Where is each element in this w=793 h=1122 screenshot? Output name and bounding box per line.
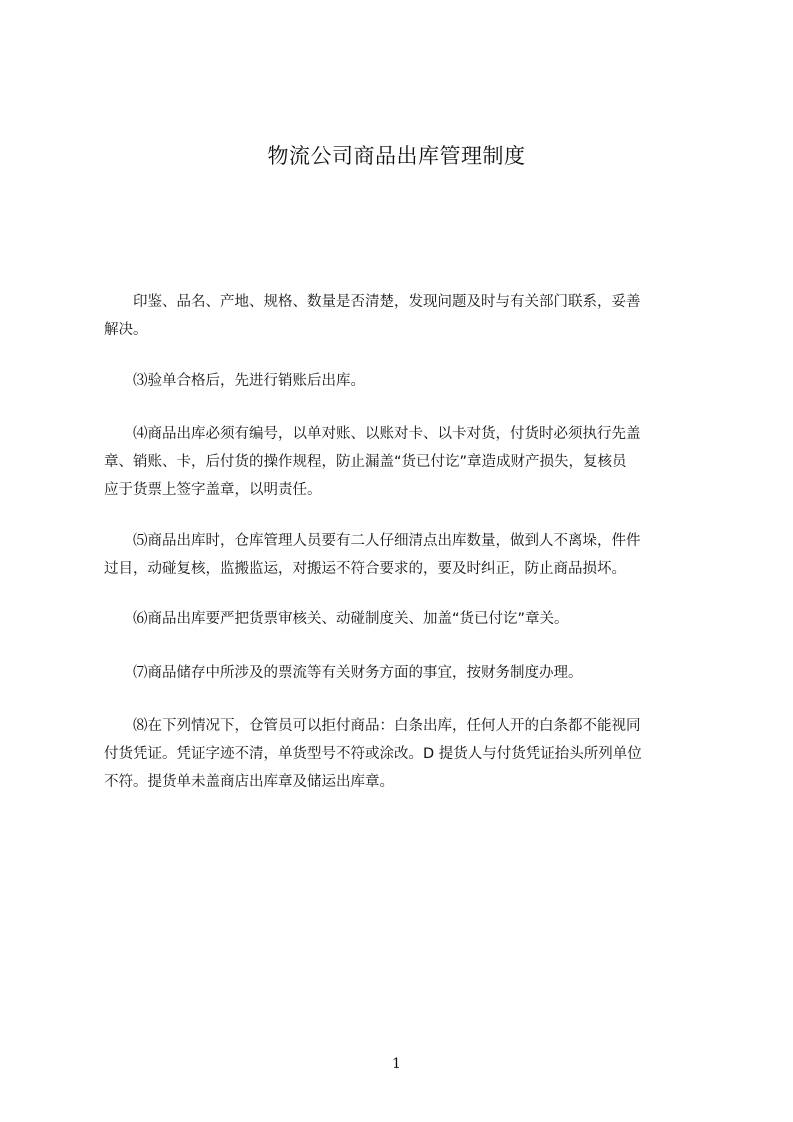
paragraph-3 (104, 420, 694, 504)
paragraph-line: 应于货票上签字盖章，以明责任。 (104, 482, 322, 498)
paragraph-1 (104, 288, 694, 344)
paragraph-line: ⑻在下列情况下，仓管员可以拒付商品：白条出库，任何人开的白条都不能视同 (104, 718, 641, 734)
document-title: 物流公司商品出库管理制度 (267, 144, 526, 168)
paragraph-line: ⑶验单合格后，先进行销账后出库。 (104, 373, 365, 389)
paragraph-line: 不符。提货单未盖商店出库章及储运出库章。 (104, 774, 394, 790)
paragraph-line: 章、销账、卡，后付货的操作规程，防止漏盖“货已付讫”章造成财产损失，复核员 (104, 454, 627, 470)
paragraph-line: ⑷商品出库必须有编号，以单对账、以账对卡、以卡对货，付货时必须执行先盖 (104, 426, 641, 442)
paragraph-line: ⑹商品出库要严把货票审核关、动碰制度关、加盖“货已付讫”章关。 (104, 611, 569, 627)
page-number: 1 (392, 1056, 401, 1072)
paragraph-4 (104, 527, 694, 583)
paragraph-2 (104, 367, 694, 395)
paragraph-5 (104, 605, 694, 633)
paragraph-line: ⑸商品出库时，仓库管理人员要有二人仔细清点出库数量，做到人不离垛，件件 (104, 533, 641, 549)
paragraph-line: 付货凭证。凭证字迹不清，单货型号不符或涂改。D 提货人与付货凭证抬头所列单位 (104, 746, 642, 762)
paragraph-line: 印鉴、品名、产地、规格、数量是否清楚，发现问题及时与有关部门联系，妥善 (104, 294, 641, 310)
paragraph-line: ⑺商品储存中所涉及的票流等有关财务方面的事宜，按财务制度办理。 (104, 665, 583, 681)
paragraph-7 (104, 712, 694, 796)
paragraph-6 (104, 659, 694, 687)
paragraph-line: 解决。 (104, 322, 148, 338)
paragraph-line: 过目，动碰复核，监搬监运，对搬运不符合要求的，要及时纠正，防止商品损坏。 (104, 561, 626, 577)
